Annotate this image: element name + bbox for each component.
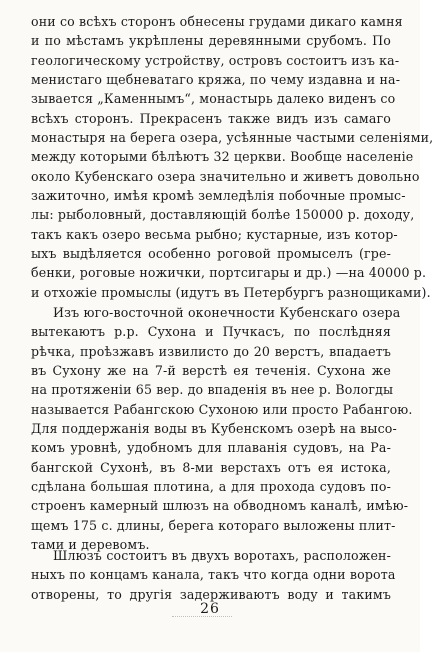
text-line: ныхъ по концамъ канала, такъ что когда одни ворота <box>31 567 396 583</box>
text-line: и по мѣстамъ укрѣплены деревянными срубомъ. По <box>31 33 391 49</box>
paragraph-1 <box>31 12 433 302</box>
text-line: лы: рыболовный, доставляющій болѣе 150000 р. доходу, <box>31 207 415 223</box>
text-line: въ Сухону же на 7-й верстѣ ея теченія. Сухона же <box>31 363 391 379</box>
text-line: тами и деревомъ. <box>31 537 150 553</box>
text-line: рѣчка, проѣзжавъ извилисто до 20 верстъ, впадаетъ <box>31 343 391 359</box>
text-line: щемъ 175 с. длины, берега котораго выложены плит- <box>31 517 396 533</box>
text-line: между которыми бѣлѣютъ 32 церкви. Вообще населеніе <box>31 149 414 165</box>
text-line: ыхъ выдѣляется особенно роговой промыселъ (гре- <box>31 246 391 262</box>
text-line: называется Рабангскою Сухоною или просто Рабангою. <box>31 401 413 417</box>
text-line: монастыря на берега озера, усѣянные частыми селеніями, <box>31 130 433 146</box>
text-line: и отхожіе промыслы (идутъ въ Петербургъ разнощиками). <box>31 284 431 300</box>
text-line: Изъ юго-восточной оконечности Кубенскаго озера <box>53 305 401 320</box>
text-line: всѣхъ сторонъ. Прекрасенъ также видъ изъ самаго <box>31 110 391 126</box>
text-line: Для поддержанія воды въ Кубенскомъ озерѣ на высо- <box>31 421 397 437</box>
text-line: зывается „Каменнымъ“, монастырь далеко виденъ со <box>31 91 396 107</box>
text-line: строенъ камерный шлюзъ на обводномъ каналѣ, имѣю- <box>31 498 409 514</box>
text-line: вытекаютъ р.р. Сухона и Пучкасъ, по послѣдняя <box>31 324 391 340</box>
text-line: отворены, то другія задерживаютъ воду и такимъ <box>31 586 391 602</box>
text-line: зажиточно, имѣя кромѣ земледѣлія побочные промыс- <box>31 188 406 204</box>
text-line: геологическому устройству, островъ состоитъ изъ ка- <box>31 52 400 68</box>
text-line: около Кубенскаго озера значительно и живетъ довольно <box>31 168 420 184</box>
text-line: комъ уровнѣ, удобномъ для плаванія судовъ, на Ра- <box>31 440 391 456</box>
paragraph-3 <box>31 546 396 604</box>
text-line: бангской Сухонѣ, въ 8-ми верстахъ отъ ея истока, <box>31 459 391 475</box>
text-line: сдѣлана большая плотина, а для прохода судовъ по- <box>31 479 391 495</box>
stamp-fragment <box>172 616 232 627</box>
page-number: 26 <box>200 601 220 617</box>
text-line: они со всѣхъ сторонъ обнесены грудами дикаго камня <box>31 14 403 29</box>
text-line: Шлюзъ состоитъ въ двухъ воротахъ, расположен- <box>53 548 391 563</box>
text-line: такъ какъ озеро весьма рыбно; кустарные, изъ котор- <box>31 226 398 242</box>
text-line: менистаго щебневатаго кряжа, по чему издавна и на- <box>31 72 401 88</box>
text-line: на протяженіи 65 вер. до впаденія въ нее р. Вологды <box>31 382 394 398</box>
paragraph-2 <box>31 303 413 554</box>
text-line: бенки, роговые ножички, портсигары и др.) —на 40000 р. <box>31 265 427 281</box>
